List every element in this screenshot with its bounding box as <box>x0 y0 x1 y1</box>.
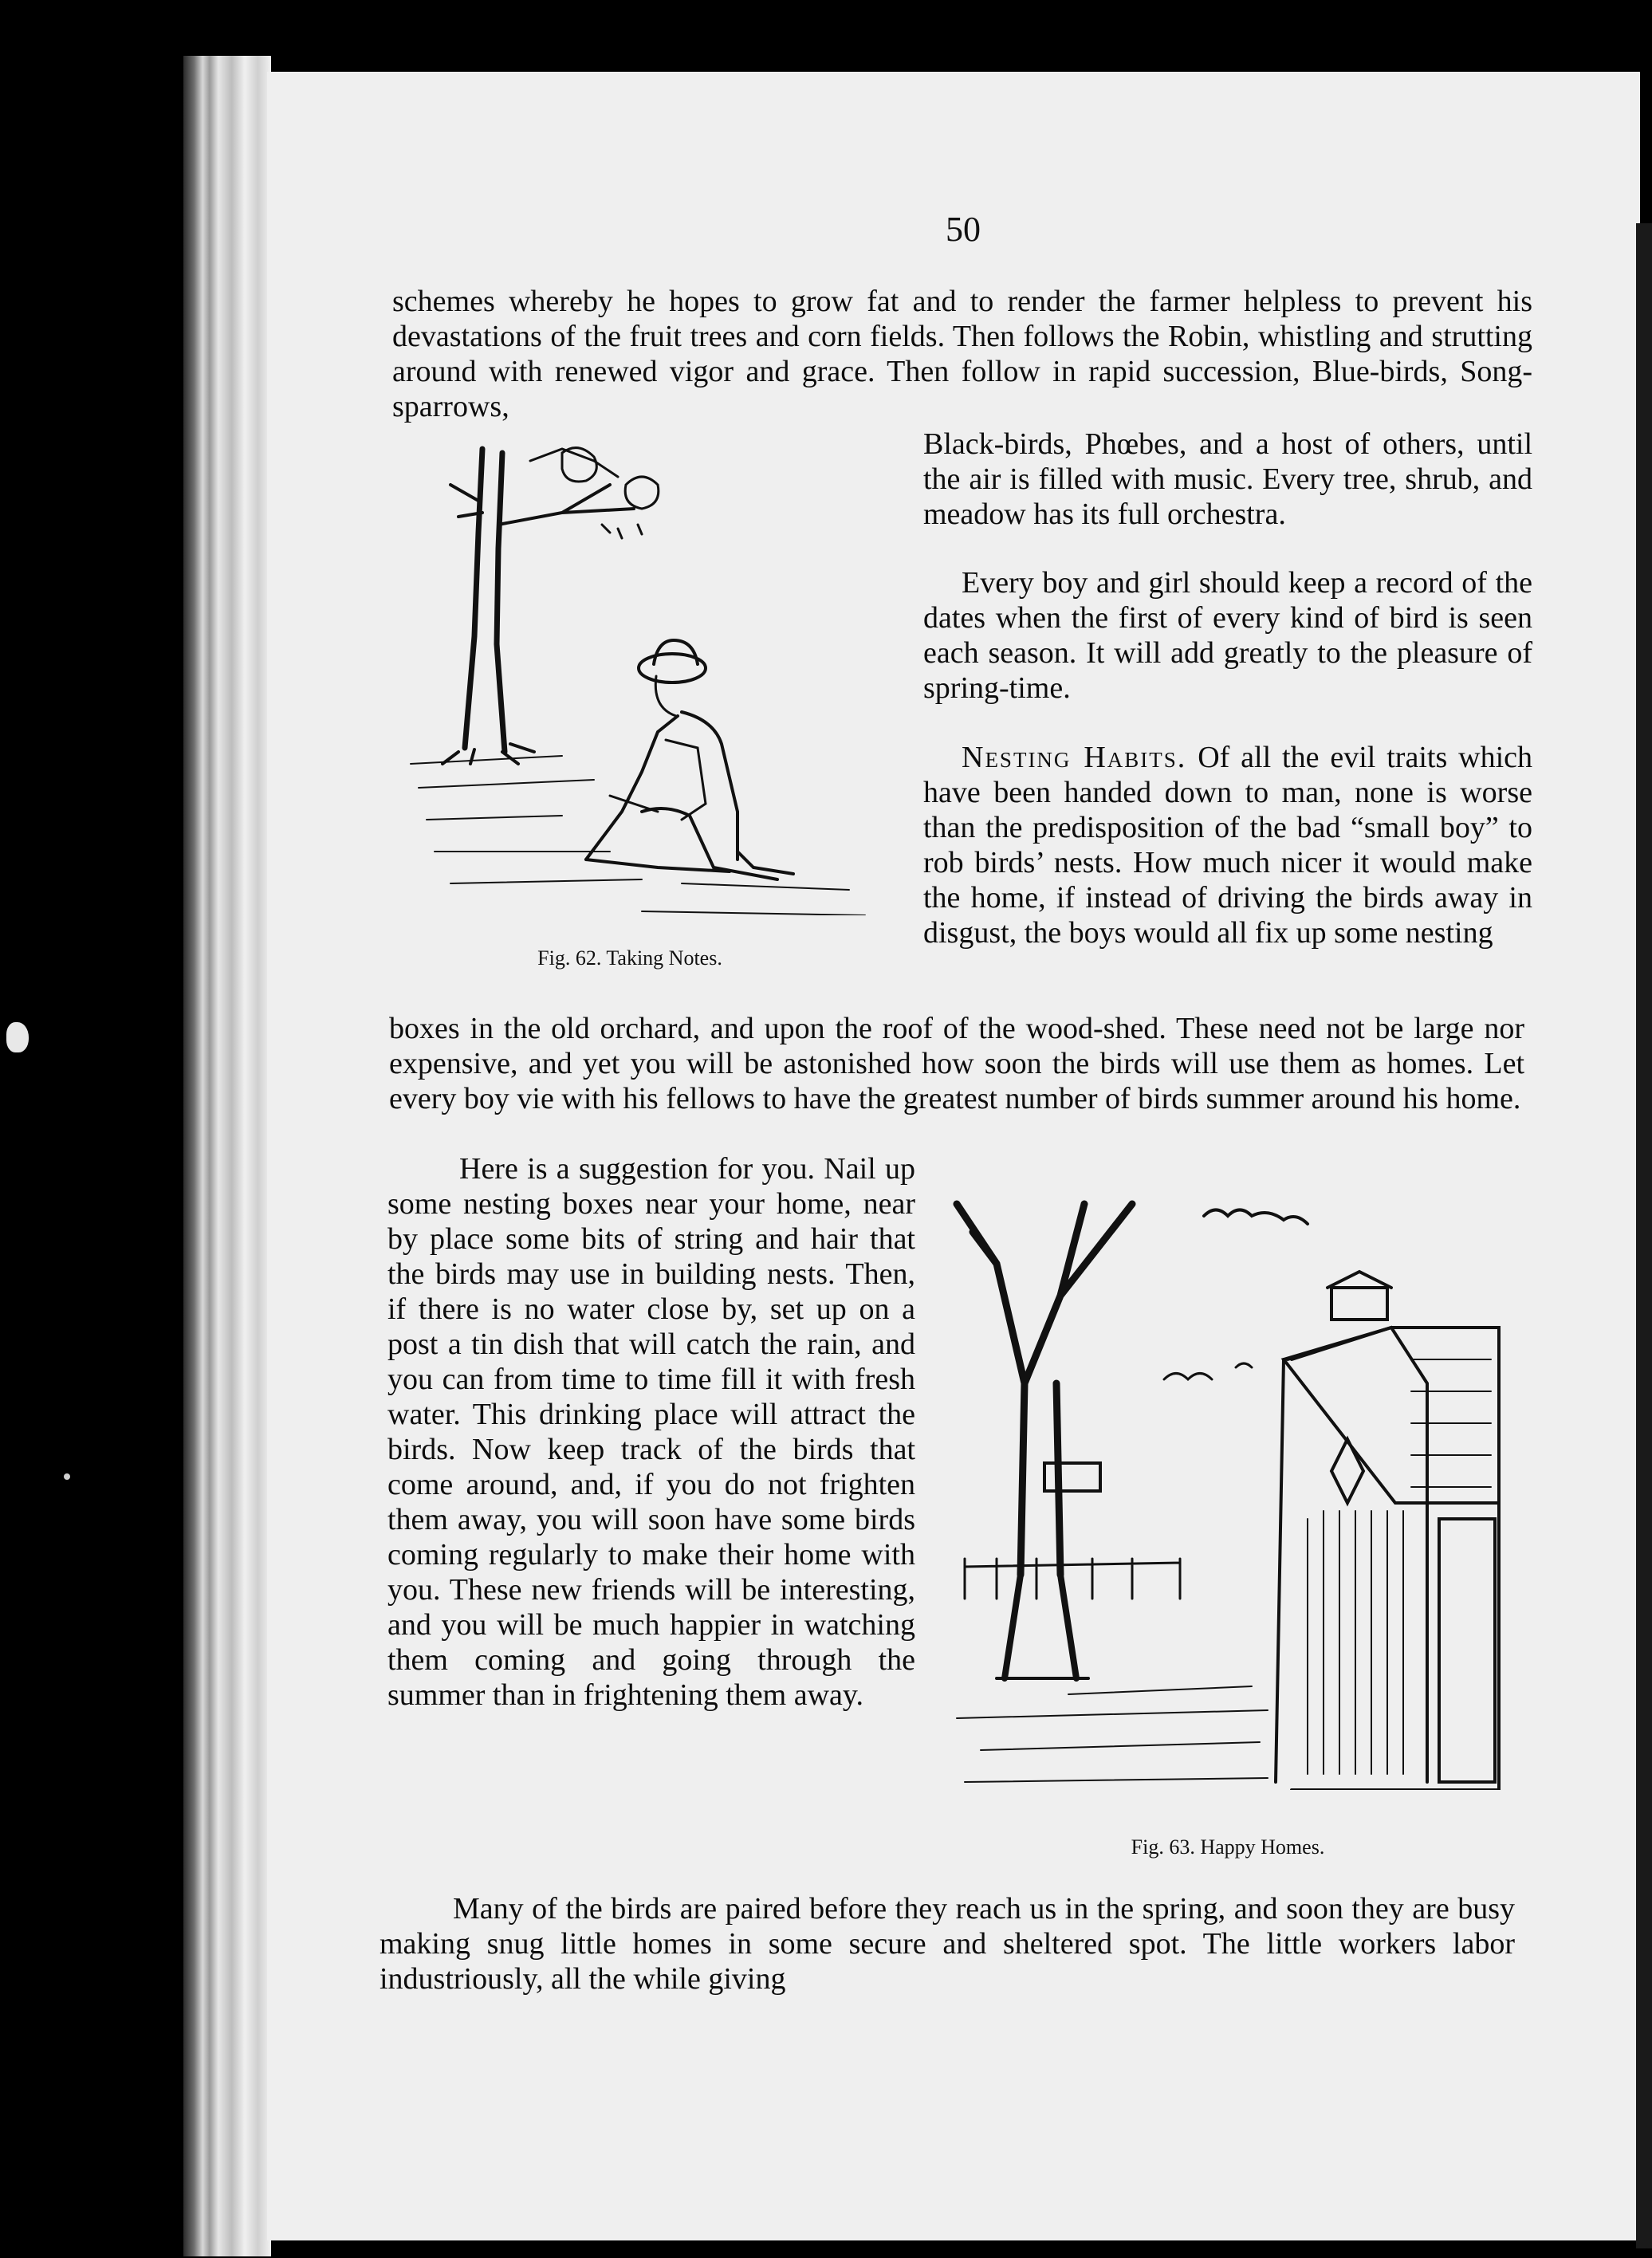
figure-62-taking-notes <box>403 437 881 915</box>
section-heading-nesting-habits: Nesting Habits. <box>962 741 1187 774</box>
paragraph-3-text: Every boy and girl should keep a record of the dates when the first of every kind of bird is seen each season. It will add greatly to the pleasure of spring-time. <box>923 566 1532 705</box>
paragraph-7-text: Many of the birds are paired before they reach us in the spring, and soon they are busy making snug little homes in some secure and sheltered spot. The little workers labor industriously, all the while giving <box>380 1892 1515 1996</box>
margin-dot <box>64 1473 70 1480</box>
margin-blot <box>6 1022 29 1052</box>
paragraph-1: schemes whereby he hopes to grow fat and to render the farmer helpless to prevent his devastations of the fruit trees and corn fields. Then follows the Robin, whistling and strutting around with renewed vigor and grace. Then follow in rapid succession, Blue-birds, Song-sparrows, <box>392 285 1532 423</box>
paragraph-5: boxes in the old orchard, and upon the roof of the wood-shed. These need not be large nor expensive, and yet you will be astonished how soon the birds will use them as homes. Let every boy vie with his fellows to have the greatest number of birds summer around his home. <box>389 1012 1524 1115</box>
figure-62-caption: Fig. 62. Taking Notes. <box>537 946 722 970</box>
book-spine <box>183 56 271 2256</box>
page-edge-shadow <box>1636 223 1652 2248</box>
paragraph-2: Black-birds, Phœbes, and a host of others, until the air is filled with music. Every tree, shrub, and meadow has its full orchestra. <box>923 427 1532 531</box>
figure-63-caption: Fig. 63. Happy Homes. <box>1131 1835 1325 1859</box>
paragraph-4-text: Of all the evil traits which have been handed down to man, none is worse than the predisposition of the bad “small boy” to rob birds’ nests. How much nicer it would make the home, if instead of driving the birds away in disgust, the boys would all fix up some nesting <box>923 741 1532 950</box>
paragraph-7-body <box>380 1891 1515 1996</box>
paragraph-6 <box>387 1151 915 1713</box>
paragraph-3 <box>923 565 1532 706</box>
page-number: 50 <box>946 210 981 249</box>
paragraph-6-text: Here is a suggestion for you. Nail up some nesting boxes near your home, near by place some bits of string and hair that the birds may use in building nests. Then, if there is no water close by, set up on a post a tin dish that will catch the rain, and you can from time to time fill it with fresh water. This drinking place will attract the birds. Now keep track of the birds that come around, and, if you do not frighten them away, you will soon have some birds coming regularly to make their home with you. These new friends will be interesting, and you will be much happier in watching them coming and going through the summer than in frightening them away. <box>387 1152 915 1712</box>
figure-63-happy-homes <box>949 1200 1507 1790</box>
paragraph-4 <box>923 740 1532 950</box>
